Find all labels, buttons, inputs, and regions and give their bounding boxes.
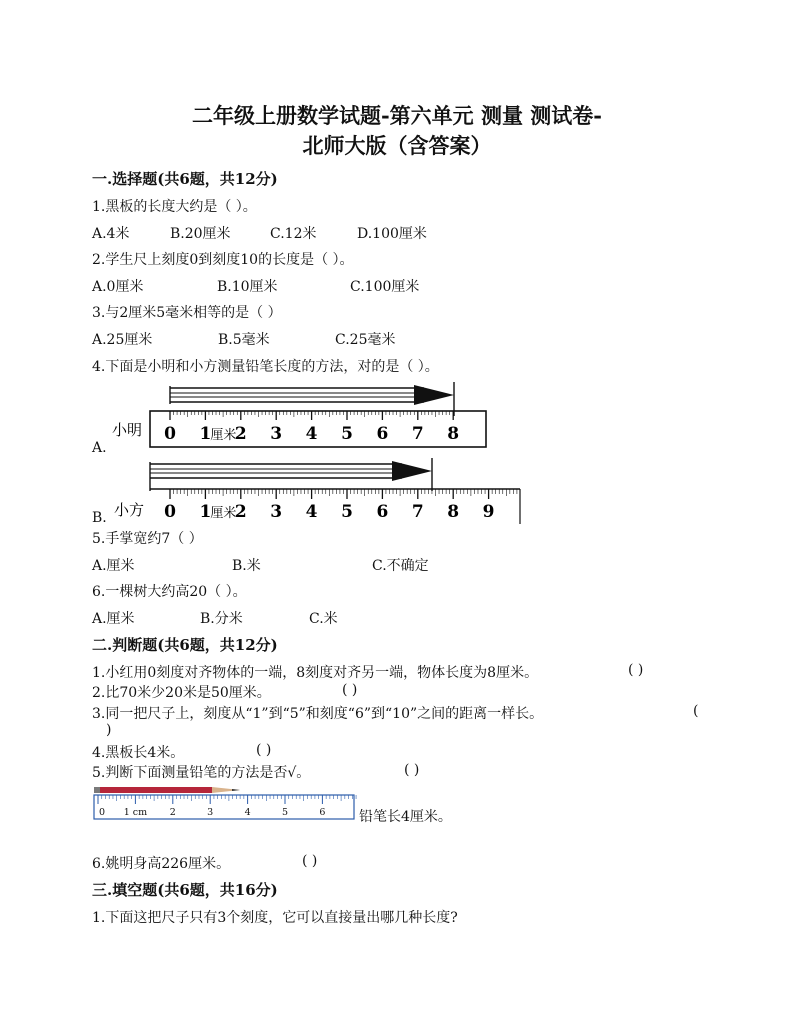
s1-q2-option-a[interactable]: A.0厘米	[92, 279, 144, 295]
pencil-b	[150, 458, 432, 491]
s1-q3-option-c[interactable]: C.25毫米	[335, 332, 396, 348]
s2-q3-text: 3.同一把尺子上，刻度从“1”到“5”和刻度“6”到“10”之间的距离一样长。	[92, 706, 544, 722]
ruler-b-label-8: 8	[447, 502, 460, 522]
ruler-a-label-0: 0	[164, 424, 176, 444]
ruler-a-label-6: 6	[376, 424, 389, 444]
ruler-b-label-2: 2	[234, 502, 247, 522]
s1-q5-option-a[interactable]: A.厘米	[92, 558, 135, 574]
s1-q4-option-b[interactable]: B.	[92, 510, 107, 526]
s1-q3-option-b[interactable]: B.5毫米	[218, 332, 270, 348]
s2-q1-text: 1.小红用0刻度对齐物体的一端，8刻度对齐另一端，物体长度为8厘米。	[92, 665, 539, 681]
blue-ruler-label-2: 2	[169, 807, 176, 818]
s1-q1-option-a[interactable]: A.4米	[92, 226, 130, 242]
ruler-a-label-5: 5	[341, 424, 353, 444]
blue-ruler-label-5: 5	[281, 807, 289, 818]
s1-q2-text: 2.学生尺上刻度0到刻度10的长度是（ ）。	[92, 252, 354, 268]
blue-ruler-label-4: 4	[244, 807, 251, 818]
ruler-b-label-4: 4	[305, 502, 318, 522]
ruler-a-label-2: 2	[234, 424, 247, 444]
s2-q4-answer-blank[interactable]: ( )	[256, 742, 272, 758]
s2-q3-blank-open[interactable]: (	[693, 703, 699, 719]
ruler-b-label-5: 5	[341, 502, 353, 522]
ruler-b-label-7: 7	[411, 502, 424, 522]
section-2-heading: 二.判断题(共6题，共12分)	[92, 636, 278, 654]
s1-q5-option-c[interactable]: C.不确定	[372, 558, 429, 574]
s1-q3-option-a[interactable]: A.25厘米	[92, 332, 153, 348]
blue-ruler-label-6: 6	[319, 807, 326, 818]
ruler-a-label-3: 3	[270, 424, 283, 444]
blue-ruler-label-1: 1 cm	[123, 807, 148, 818]
s1-q3-text: 3.与2厘米5毫米相等的是（ ）	[92, 305, 282, 321]
s2-q6-answer-blank[interactable]: ( )	[302, 853, 318, 869]
s2-q4-text: 4.黑板长4米。	[92, 745, 185, 761]
ruler-a-label-8: 8	[447, 424, 460, 444]
title-line-1: 二年级上册数学试题-第六单元 测量 测试卷-	[191, 103, 603, 128]
ruler-b-unit: 厘米	[210, 506, 237, 521]
s1-q6-option-c[interactable]: C.米	[309, 611, 338, 627]
s1-q1-option-b[interactable]: B.20厘米	[170, 226, 231, 242]
s2-q5-answer-blank[interactable]: ( )	[404, 762, 420, 778]
s1-q2-option-b[interactable]: B.10厘米	[217, 279, 278, 295]
s1-q1-option-d[interactable]: D.100厘米	[357, 226, 427, 242]
ruler-b-label-3: 3	[270, 502, 283, 522]
s1-q2-option-c[interactable]: C.100厘米	[350, 279, 420, 295]
section-3-heading: 三.填空题(共6题，共16分)	[92, 881, 278, 899]
s2-q5-text: 5.判断下面测量铅笔的方法是否√。	[92, 765, 311, 781]
s2-q2-text: 2.比70米少20米是50厘米。	[92, 685, 271, 701]
s2-q2-answer-blank[interactable]: ( )	[342, 682, 358, 698]
s1-q1-text: 1.黑板的长度大约是（ ）。	[92, 199, 257, 215]
s1-q6-text: 6.一棵树大约高20（ ）。	[92, 584, 247, 600]
section-1-heading: 一.选择题(共6题，共12分)	[92, 170, 278, 188]
blue-ruler-label-0: 0	[99, 807, 106, 818]
title-line-2: 北师大版（含答案）	[302, 133, 492, 158]
pencil-measure-figure	[92, 378, 532, 528]
s1-q5-text: 5.手掌宽约7（ ）	[92, 531, 203, 547]
s2-q3-blank-close[interactable]: )	[106, 722, 112, 738]
ruler-a-label-1: 1	[199, 424, 212, 444]
name-b-label: 小方	[114, 501, 145, 519]
ruler-b-label-9: 9	[482, 502, 495, 522]
ruler-b-label-1: 1	[199, 502, 212, 522]
ruler-b-label-6: 6	[376, 502, 389, 522]
blue-ruler-label-3: 3	[207, 807, 214, 818]
ruler-a-label-4: 4	[305, 424, 318, 444]
s1-q1-option-c[interactable]: C.12米	[270, 226, 317, 242]
s1-q6-option-b[interactable]: B.分米	[200, 611, 243, 627]
name-a-label: 小明	[112, 421, 143, 439]
ruler-a-label-7: 7	[411, 424, 424, 444]
s2-q1-answer-blank[interactable]: ( )	[628, 662, 644, 678]
s3-q1-text: 1.下面这把尺子只有3个刻度，它可以直接量出哪几种长度?	[92, 910, 458, 926]
s1-q6-option-a[interactable]: A.厘米	[92, 611, 135, 627]
s2-q5-caption: 铅笔长4厘米。	[359, 809, 452, 825]
colored-ruler-figure	[92, 784, 364, 824]
ruler-a-unit: 厘米	[210, 428, 237, 443]
ruler-b-label-0: 0	[164, 502, 176, 522]
red-pencil	[94, 787, 240, 793]
s1-q4-text: 4.下面是小明和小方测量铅笔长度的方法，对的是（ ）。	[92, 359, 439, 375]
s2-q6-text: 6.姚明身高226厘米。	[92, 856, 231, 872]
s1-q5-option-b[interactable]: B.米	[232, 558, 261, 574]
s1-q4-option-a[interactable]: A.	[92, 440, 107, 456]
